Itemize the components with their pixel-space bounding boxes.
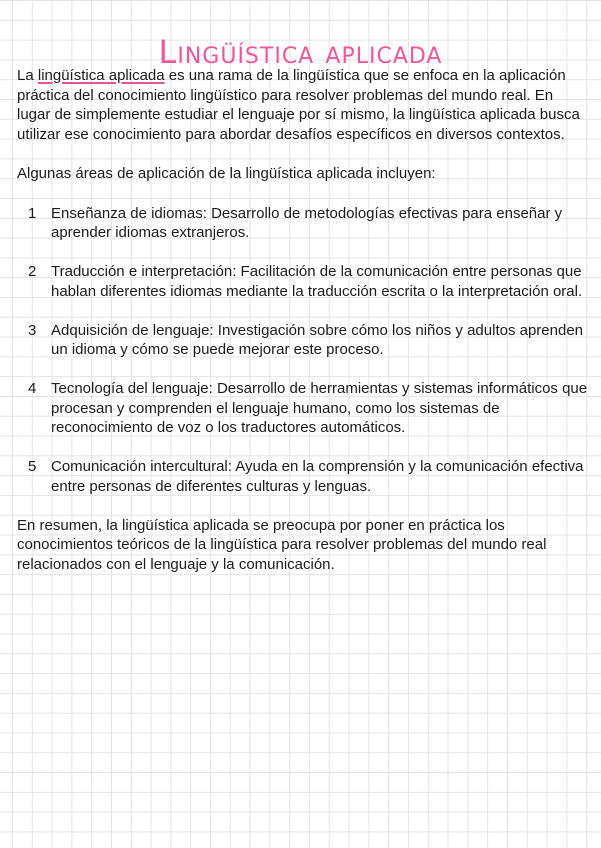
list-item-number: 4 [28, 380, 37, 397]
list-item-number: 2 [28, 263, 37, 280]
areas-list [17, 204, 589, 497]
list-item-text: Adquisición de lenguaje: Investigación sobre cómo los niños y adultos aprenden un idioma y cómo se puede mejorar este proceso. [51, 321, 584, 358]
list-item [17, 321, 589, 360]
list-item-text: Comunicación intercultural: Ayuda en la comprensión y la comunicación efectiva entre personas de diferentes culturas y lenguas. [51, 458, 584, 495]
highlighted-term: lingüística aplicada [37, 67, 165, 84]
intro-text-rest: es una rama de la lingüística que se enfoca en la aplicación práctica del conocimiento lingüístico para resolver problemas del mundo real. En lugar de simplemente estudiar el lenguaje por sí mismo, la lingüística aplicada busca utilizar ese conocimiento para abordar desafíos específicos en diversos contextos. [17, 67, 580, 143]
list-item [17, 204, 589, 243]
intro-text-start: La [17, 67, 38, 84]
areas-lead-paragraph: Algunas áreas de aplicación de la lingüística aplicada incluyen: [17, 165, 436, 182]
list-item [17, 379, 589, 438]
summary-paragraph: En resumen, la lingüística aplicada se preocupa por poner en práctica los conocimientos teóricos de la lingüística para resolver problemas del mundo real relacionados con el lenguaje y la comunicación. [17, 516, 547, 573]
list-item-number: 3 [28, 321, 37, 339]
page-title: Lingüística aplicada [158, 33, 443, 72]
list-item-text: Traducción e interpretación: Facilitación de la comunicación entre personas que hablan diferentes idiomas mediante la traducción escrita o la interpretación oral. [51, 263, 583, 300]
list-item [17, 457, 589, 496]
list-item-text: Enseñanza de idiomas: Desarrollo de metodologías efectivas para enseñar y aprender idiomas extranjeros. [51, 204, 563, 241]
note-body [17, 66, 589, 574]
list-item [17, 262, 589, 301]
list-item-text: Tecnología del lenguaje: Desarrollo de herramientas y sistemas informáticos que procesan y comprenden el lenguaje humano, como los sistemas de reconocimiento de voz o los traductores automáticos. [51, 380, 588, 436]
list-item-number: 5 [28, 458, 37, 475]
list-item-number: 1 [28, 204, 37, 222]
intro-paragraph [17, 66, 589, 144]
